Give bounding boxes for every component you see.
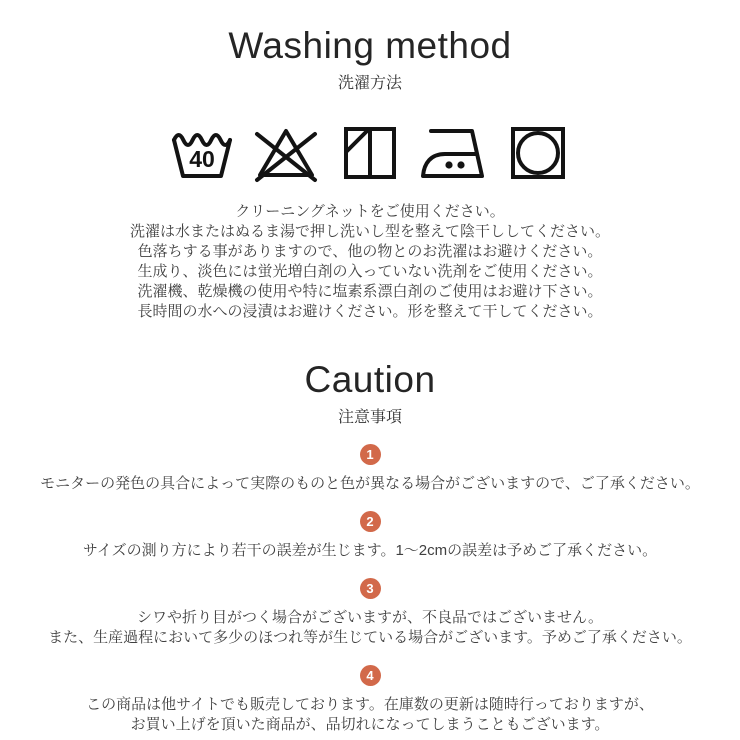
washing-instruction-line: 生成り、淡色には蛍光増白剤の入っていない洗剤をご使用ください。 [137,263,603,280]
wash-temp-label: 40 [189,146,215,172]
washing-instruction-line: 長時間の水への浸漬はお避けください。形を整えて干してください。 [137,303,603,320]
caution-text-line: シワや折り目がつく場合がございますが、不良品ではございません。 [137,609,603,626]
washing-instruction-line: クリーニングネットをご使用ください。 [235,203,505,220]
caution-text-line: この商品は他サイトでも販売しております。在庫数の更新は随時行っておりますが、 [86,696,654,713]
washing-instruction-line: 洗濯機、乾燥機の使用や特に塩素系漂白剤のご使用はお避け下さい。 [137,283,603,300]
iron-medium-icon [419,118,489,188]
caution-text-line: お買い上げを頂いた商品が、品切れになってしまうこともございます。 [130,716,610,733]
washing-instructions [0,202,740,322]
number-badge-3: 3 [360,578,381,599]
caution-item-3 [0,578,740,648]
shade-dry-icon [335,118,405,188]
caution-item-4 [0,665,740,735]
washing-section [0,26,740,322]
number-badge-2: 2 [360,511,381,532]
washing-title: Washing method [228,25,512,66]
number-badge-4: 4 [360,665,381,686]
caution-subtitle: 注意事項 [337,409,402,426]
caution-item-2 [0,511,740,561]
caution-text-line: モニターの発色の具合によって実際のものと色が異なる場合がございますので、ご了承ください。 [40,475,700,492]
caution-item-1 [0,444,740,494]
caution-text-line: サイズの測り方により若干の誤差が生じます。1～2cmの誤差は予めご了承ください。 [82,542,658,559]
tumble-drum-icon [503,118,573,188]
caution-section [0,360,740,735]
caution-text-line: また、生産過程において多少のほつれ等が生じている場合がございます。予めご了承ください。 [48,629,692,646]
laundry-symbols-row [0,117,740,189]
wash-40-icon [167,118,237,188]
washing-instruction-line: 洗濯は水またはぬるま湯で押し洗いし型を整えて陰干ししてください。 [129,223,610,240]
washing-subtitle: 洗濯方法 [337,75,402,92]
caution-items [0,444,740,735]
caution-title: Caution [304,359,436,400]
washing-instruction-line: 色落ちする事がありますので、他の物とのお洗濯はお避けください。 [137,243,603,260]
number-badge-1: 1 [360,444,381,465]
do-not-bleach-icon [251,118,321,188]
